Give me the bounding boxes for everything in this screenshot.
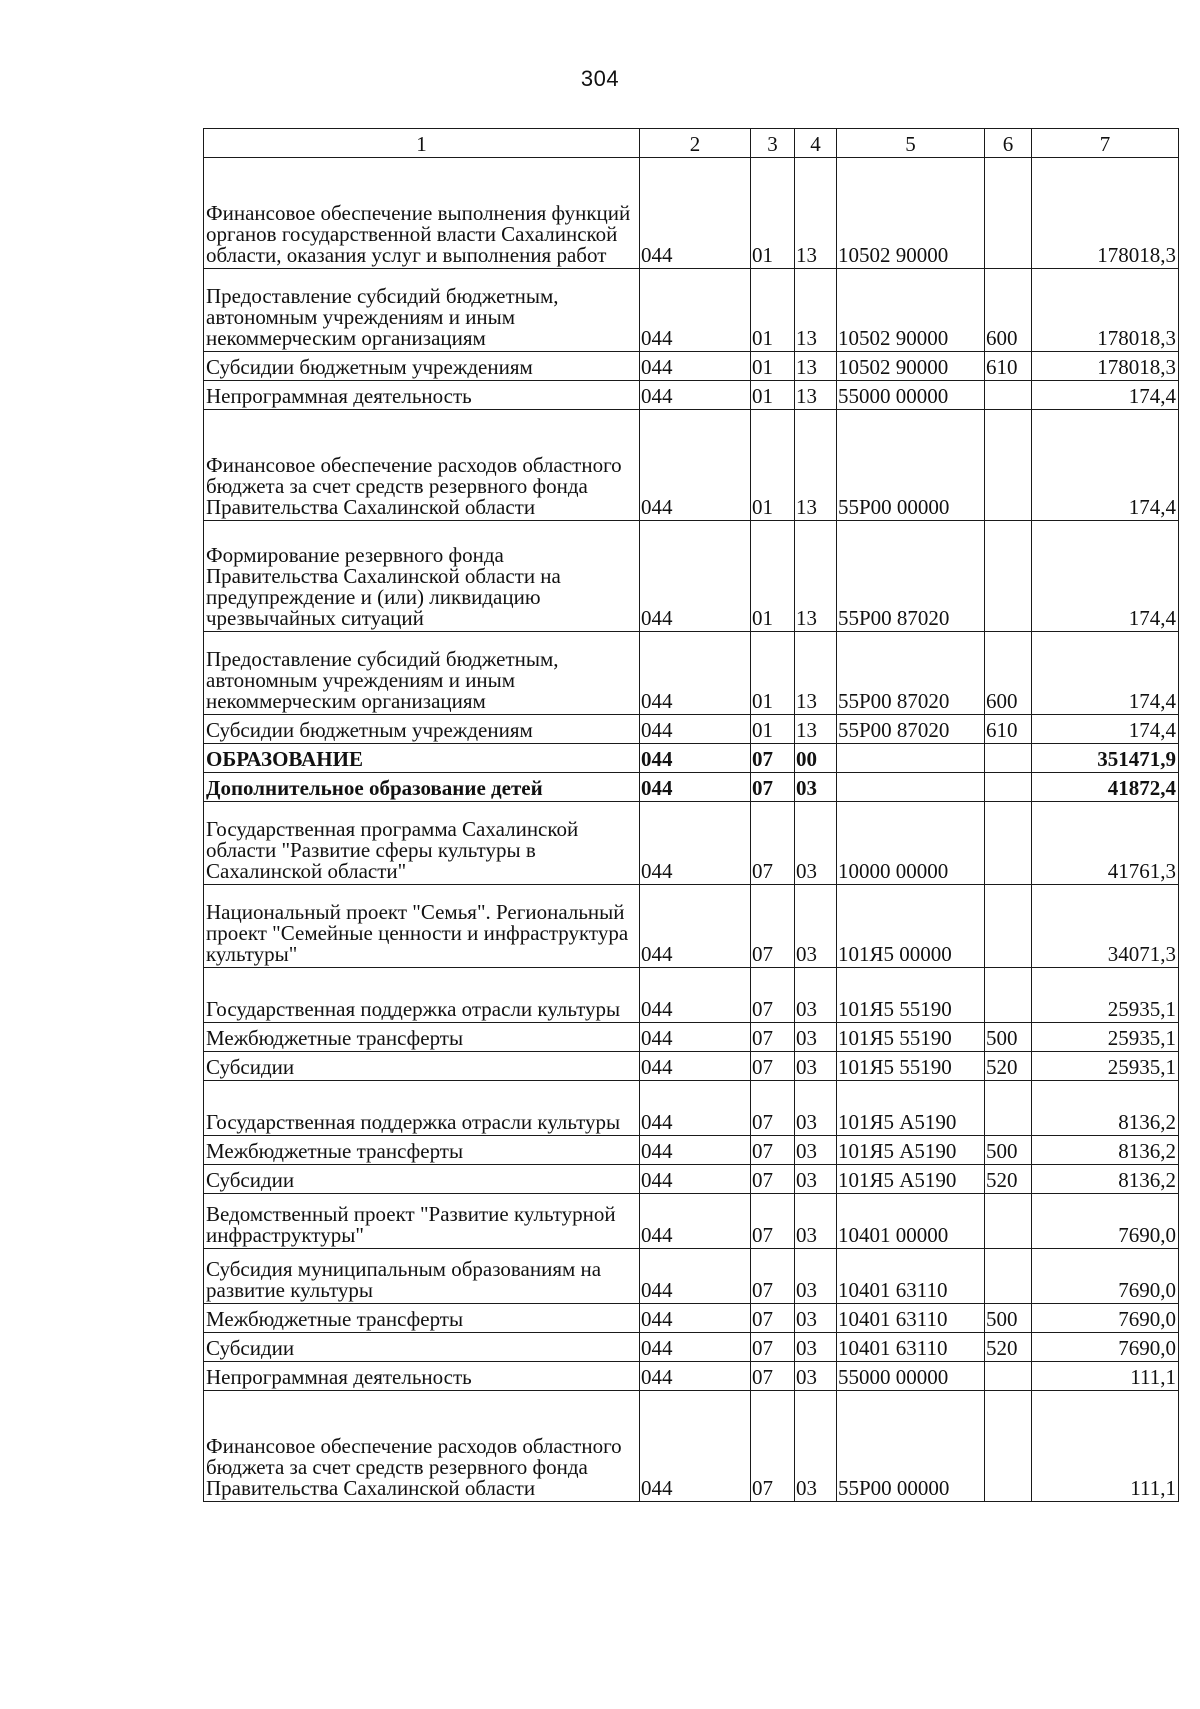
cell-ministry-code: 044 bbox=[640, 1194, 751, 1249]
cell-section-code: 07 bbox=[751, 1165, 795, 1194]
cell-name: Национальный проект "Семья". Региональный проект "Семейные ценности и инфраструктура культуры" bbox=[204, 885, 640, 968]
cell-expense-type: 600 bbox=[985, 632, 1032, 715]
table-row bbox=[204, 269, 1179, 352]
cell-subsection-code: 13 bbox=[795, 269, 837, 352]
table-row bbox=[204, 802, 1179, 885]
cell-expense-type bbox=[985, 1362, 1032, 1391]
cell-subsection-code: 03 bbox=[795, 773, 837, 802]
cell-name: Субсидии bbox=[204, 1333, 640, 1362]
cell-section-code: 07 bbox=[751, 1081, 795, 1136]
cell-ministry-code: 044 bbox=[640, 1304, 751, 1333]
cell-name: Дополнительное образование детей bbox=[204, 773, 640, 802]
cell-name: Государственная поддержка отрасли культуры bbox=[204, 968, 640, 1023]
cell-section-code: 07 bbox=[751, 1304, 795, 1333]
cell-section-code: 01 bbox=[751, 352, 795, 381]
cell-amount: 8136,2 bbox=[1032, 1136, 1179, 1165]
cell-expense-type: 600 bbox=[985, 269, 1032, 352]
cell-amount: 8136,2 bbox=[1032, 1081, 1179, 1136]
cell-section-code: 01 bbox=[751, 632, 795, 715]
cell-expense-type bbox=[985, 744, 1032, 773]
header-col-3: 3 bbox=[751, 129, 795, 158]
cell-subsection-code: 00 bbox=[795, 744, 837, 773]
cell-name: Государственная программа Сахалинской области "Развитие сферы культуры в Сахалинской области" bbox=[204, 802, 640, 885]
cell-section-code: 01 bbox=[751, 410, 795, 521]
cell-ministry-code: 044 bbox=[640, 269, 751, 352]
table-row bbox=[204, 1391, 1179, 1502]
table-row bbox=[204, 1165, 1179, 1194]
cell-name: Субсидии bbox=[204, 1052, 640, 1081]
cell-expense-type: 520 bbox=[985, 1165, 1032, 1194]
cell-target-article: 55Р00 87020 bbox=[837, 632, 985, 715]
cell-target-article: 55000 00000 bbox=[837, 381, 985, 410]
cell-ministry-code: 044 bbox=[640, 1023, 751, 1052]
cell-ministry-code: 044 bbox=[640, 802, 751, 885]
cell-ministry-code: 044 bbox=[640, 1362, 751, 1391]
cell-amount: 34071,3 bbox=[1032, 885, 1179, 968]
cell-target-article: 101Я5 А5190 bbox=[837, 1136, 985, 1165]
table-row bbox=[204, 773, 1179, 802]
cell-amount: 351471,9 bbox=[1032, 744, 1179, 773]
cell-subsection-code: 13 bbox=[795, 715, 837, 744]
header-col-4: 4 bbox=[795, 129, 837, 158]
table-row bbox=[204, 968, 1179, 1023]
cell-ministry-code: 044 bbox=[640, 521, 751, 632]
table-row bbox=[204, 885, 1179, 968]
cell-ministry-code: 044 bbox=[640, 158, 751, 269]
cell-section-code: 07 bbox=[751, 744, 795, 773]
cell-ministry-code: 044 bbox=[640, 715, 751, 744]
cell-ministry-code: 044 bbox=[640, 1391, 751, 1502]
cell-section-code: 07 bbox=[751, 773, 795, 802]
cell-subsection-code: 03 bbox=[795, 1136, 837, 1165]
cell-target-article: 10502 90000 bbox=[837, 352, 985, 381]
cell-ministry-code: 044 bbox=[640, 1165, 751, 1194]
cell-amount: 25935,1 bbox=[1032, 1052, 1179, 1081]
cell-section-code: 07 bbox=[751, 1052, 795, 1081]
cell-amount: 174,4 bbox=[1032, 715, 1179, 744]
cell-section-code: 07 bbox=[751, 885, 795, 968]
cell-amount: 7690,0 bbox=[1032, 1333, 1179, 1362]
cell-target-article: 10401 63110 bbox=[837, 1304, 985, 1333]
cell-expense-type bbox=[985, 773, 1032, 802]
cell-target-article bbox=[837, 773, 985, 802]
cell-ministry-code: 044 bbox=[640, 744, 751, 773]
cell-section-code: 07 bbox=[751, 1023, 795, 1052]
cell-expense-type bbox=[985, 158, 1032, 269]
cell-amount: 174,4 bbox=[1032, 521, 1179, 632]
table-row bbox=[204, 632, 1179, 715]
cell-target-article: 10401 63110 bbox=[837, 1249, 985, 1304]
cell-subsection-code: 03 bbox=[795, 1249, 837, 1304]
cell-ministry-code: 044 bbox=[640, 352, 751, 381]
cell-amount: 8136,2 bbox=[1032, 1165, 1179, 1194]
table-body bbox=[204, 158, 1179, 1502]
cell-section-code: 01 bbox=[751, 521, 795, 632]
cell-target-article: 10502 90000 bbox=[837, 269, 985, 352]
table-row bbox=[204, 352, 1179, 381]
cell-name: Субсидия муниципальным образованиям на развитие культуры bbox=[204, 1249, 640, 1304]
cell-subsection-code: 03 bbox=[795, 1333, 837, 1362]
cell-expense-type: 520 bbox=[985, 1052, 1032, 1081]
cell-section-code: 07 bbox=[751, 1249, 795, 1304]
cell-section-code: 07 bbox=[751, 1362, 795, 1391]
table-row bbox=[204, 381, 1179, 410]
cell-section-code: 01 bbox=[751, 381, 795, 410]
table-row bbox=[204, 1194, 1179, 1249]
cell-name: Межбюджетные трансферты bbox=[204, 1304, 640, 1333]
page-number: 304 bbox=[580, 66, 620, 91]
cell-amount: 174,4 bbox=[1032, 410, 1179, 521]
cell-name: Межбюджетные трансферты bbox=[204, 1023, 640, 1052]
cell-name: Непрограммная деятельность bbox=[204, 381, 640, 410]
table-row bbox=[204, 410, 1179, 521]
table-row bbox=[204, 1362, 1179, 1391]
cell-subsection-code: 13 bbox=[795, 381, 837, 410]
cell-name: Ведомственный проект "Развитие культурной инфраструктуры" bbox=[204, 1194, 640, 1249]
cell-expense-type: 610 bbox=[985, 352, 1032, 381]
cell-expense-type bbox=[985, 410, 1032, 521]
cell-target-article: 101Я5 55190 bbox=[837, 968, 985, 1023]
table-row bbox=[204, 1081, 1179, 1136]
cell-expense-type bbox=[985, 1081, 1032, 1136]
cell-name: Субсидии бюджетным учреждениям bbox=[204, 715, 640, 744]
table-row bbox=[204, 1333, 1179, 1362]
cell-amount: 178018,3 bbox=[1032, 269, 1179, 352]
cell-ministry-code: 044 bbox=[640, 968, 751, 1023]
header-col-1: 1 bbox=[204, 129, 640, 158]
cell-subsection-code: 03 bbox=[795, 1023, 837, 1052]
cell-target-article: 101Я5 А5190 bbox=[837, 1081, 985, 1136]
cell-target-article: 10401 00000 bbox=[837, 1194, 985, 1249]
cell-subsection-code: 13 bbox=[795, 632, 837, 715]
cell-amount: 178018,3 bbox=[1032, 158, 1179, 269]
cell-name: Формирование резервного фонда Правительства Сахалинской области на предупреждение и (или) ликвидацию чрезвычайных ситуаций bbox=[204, 521, 640, 632]
cell-expense-type bbox=[985, 521, 1032, 632]
cell-expense-type bbox=[985, 381, 1032, 410]
cell-section-code: 01 bbox=[751, 715, 795, 744]
cell-name: Финансовое обеспечение расходов областного бюджета за счет средств резервного фонда Правительства Сахалинской области bbox=[204, 1391, 640, 1502]
cell-expense-type bbox=[985, 802, 1032, 885]
cell-ministry-code: 044 bbox=[640, 1081, 751, 1136]
cell-name: ОБРАЗОВАНИЕ bbox=[204, 744, 640, 773]
cell-name: Финансовое обеспечение расходов областного бюджета за счет средств резервного фонда Правительства Сахалинской области bbox=[204, 410, 640, 521]
header-col-6: 6 bbox=[985, 129, 1032, 158]
cell-name: Субсидии бюджетным учреждениям bbox=[204, 352, 640, 381]
cell-expense-type bbox=[985, 1249, 1032, 1304]
cell-name: Предоставление субсидий бюджетным, автономным учреждениям и иным некоммерческим организациям bbox=[204, 632, 640, 715]
cell-expense-type bbox=[985, 1391, 1032, 1502]
cell-target-article: 55000 00000 bbox=[837, 1362, 985, 1391]
cell-name: Межбюджетные трансферты bbox=[204, 1136, 640, 1165]
header-col-7: 7 bbox=[1032, 129, 1179, 158]
cell-ministry-code: 044 bbox=[640, 381, 751, 410]
table-row bbox=[204, 1249, 1179, 1304]
header-col-5: 5 bbox=[837, 129, 985, 158]
cell-subsection-code: 03 bbox=[795, 885, 837, 968]
cell-amount: 111,1 bbox=[1032, 1362, 1179, 1391]
cell-amount: 7690,0 bbox=[1032, 1304, 1179, 1333]
cell-expense-type: 610 bbox=[985, 715, 1032, 744]
cell-amount: 174,4 bbox=[1032, 381, 1179, 410]
cell-target-article: 101Я5 55190 bbox=[837, 1023, 985, 1052]
cell-subsection-code: 03 bbox=[795, 1081, 837, 1136]
cell-target-article: 101Я5 00000 bbox=[837, 885, 985, 968]
cell-amount: 7690,0 bbox=[1032, 1194, 1179, 1249]
cell-name: Непрограммная деятельность bbox=[204, 1362, 640, 1391]
cell-name: Субсидии bbox=[204, 1165, 640, 1194]
cell-ministry-code: 044 bbox=[640, 1333, 751, 1362]
cell-target-article: 101Я5 А5190 bbox=[837, 1165, 985, 1194]
cell-target-article bbox=[837, 744, 985, 773]
cell-name: Государственная поддержка отрасли культуры bbox=[204, 1081, 640, 1136]
cell-expense-type bbox=[985, 968, 1032, 1023]
table-row bbox=[204, 1052, 1179, 1081]
cell-amount: 7690,0 bbox=[1032, 1249, 1179, 1304]
cell-expense-type: 500 bbox=[985, 1304, 1032, 1333]
cell-target-article: 55Р00 00000 bbox=[837, 1391, 985, 1502]
cell-amount: 111,1 bbox=[1032, 1391, 1179, 1502]
table-row bbox=[204, 715, 1179, 744]
cell-amount: 25935,1 bbox=[1032, 968, 1179, 1023]
cell-ministry-code: 044 bbox=[640, 1052, 751, 1081]
header-col-2: 2 bbox=[640, 129, 751, 158]
table-row bbox=[204, 1023, 1179, 1052]
cell-section-code: 07 bbox=[751, 1391, 795, 1502]
cell-subsection-code: 13 bbox=[795, 352, 837, 381]
cell-target-article: 10401 63110 bbox=[837, 1333, 985, 1362]
cell-subsection-code: 03 bbox=[795, 1052, 837, 1081]
table-row bbox=[204, 744, 1179, 773]
cell-section-code: 07 bbox=[751, 1136, 795, 1165]
cell-ministry-code: 044 bbox=[640, 632, 751, 715]
cell-name: Финансовое обеспечение выполнения функций органов государственной власти Сахалинской области, оказания услуг и выполнения работ bbox=[204, 158, 640, 269]
budget-table bbox=[203, 128, 1179, 1502]
cell-amount: 41872,4 bbox=[1032, 773, 1179, 802]
table-row bbox=[204, 158, 1179, 269]
cell-subsection-code: 03 bbox=[795, 1194, 837, 1249]
cell-expense-type bbox=[985, 885, 1032, 968]
cell-expense-type: 520 bbox=[985, 1333, 1032, 1362]
cell-expense-type: 500 bbox=[985, 1023, 1032, 1052]
cell-subsection-code: 03 bbox=[795, 1391, 837, 1502]
cell-ministry-code: 044 bbox=[640, 773, 751, 802]
cell-subsection-code: 13 bbox=[795, 521, 837, 632]
cell-subsection-code: 03 bbox=[795, 968, 837, 1023]
cell-ministry-code: 044 bbox=[640, 1249, 751, 1304]
cell-ministry-code: 044 bbox=[640, 885, 751, 968]
cell-target-article: 10502 90000 bbox=[837, 158, 985, 269]
table-row bbox=[204, 1304, 1179, 1333]
cell-target-article: 55Р00 00000 bbox=[837, 410, 985, 521]
cell-subsection-code: 03 bbox=[795, 1362, 837, 1391]
cell-subsection-code: 03 bbox=[795, 802, 837, 885]
cell-section-code: 01 bbox=[751, 158, 795, 269]
cell-target-article: 10000 00000 bbox=[837, 802, 985, 885]
table-row bbox=[204, 1136, 1179, 1165]
cell-subsection-code: 13 bbox=[795, 410, 837, 521]
cell-amount: 41761,3 bbox=[1032, 802, 1179, 885]
cell-amount: 25935,1 bbox=[1032, 1023, 1179, 1052]
cell-section-code: 07 bbox=[751, 1194, 795, 1249]
cell-section-code: 01 bbox=[751, 269, 795, 352]
cell-subsection-code: 03 bbox=[795, 1304, 837, 1333]
cell-subsection-code: 13 bbox=[795, 158, 837, 269]
cell-amount: 178018,3 bbox=[1032, 352, 1179, 381]
cell-expense-type: 500 bbox=[985, 1136, 1032, 1165]
cell-name: Предоставление субсидий бюджетным, автономным учреждениям и иным некоммерческим организациям bbox=[204, 269, 640, 352]
cell-section-code: 07 bbox=[751, 968, 795, 1023]
cell-target-article: 55Р00 87020 bbox=[837, 715, 985, 744]
cell-section-code: 07 bbox=[751, 802, 795, 885]
cell-subsection-code: 03 bbox=[795, 1165, 837, 1194]
cell-ministry-code: 044 bbox=[640, 1136, 751, 1165]
cell-ministry-code: 044 bbox=[640, 410, 751, 521]
table-row bbox=[204, 521, 1179, 632]
cell-amount: 174,4 bbox=[1032, 632, 1179, 715]
cell-target-article: 55Р00 87020 bbox=[837, 521, 985, 632]
header-row bbox=[204, 129, 1179, 158]
cell-section-code: 07 bbox=[751, 1333, 795, 1362]
cell-target-article: 101Я5 55190 bbox=[837, 1052, 985, 1081]
cell-expense-type bbox=[985, 1194, 1032, 1249]
